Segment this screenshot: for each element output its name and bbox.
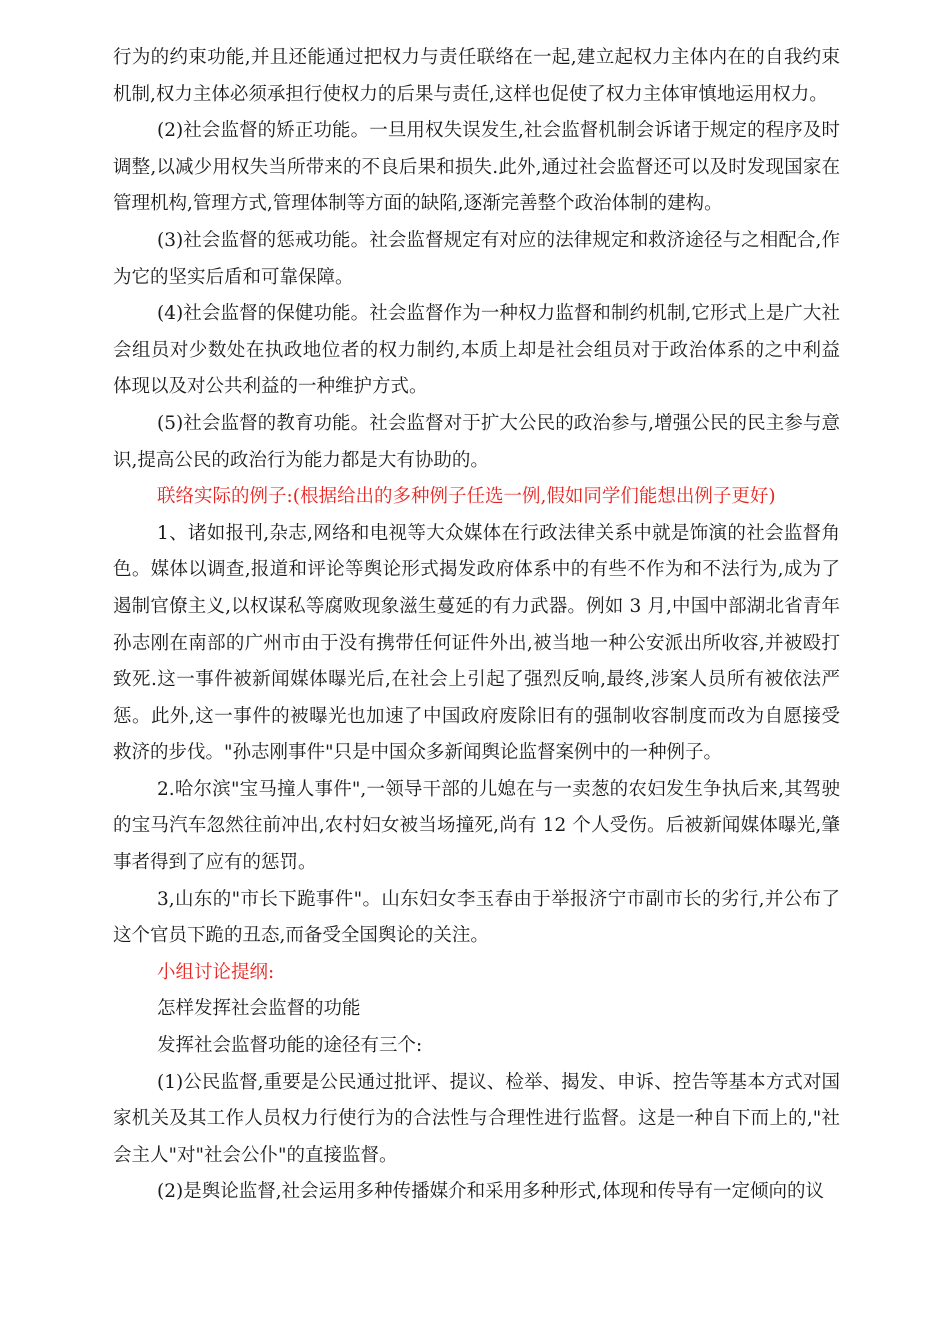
document-body: [113, 40, 840, 1211]
paragraph-example-3: 3,山东的"市长下跪事件"。山东妇女李玉春由于举报济宁市副市长的劣行,并公布了这个官员下跪的丑态,而备受全国舆论的关注。: [113, 888, 840, 947]
paragraph-discussion-question: 怎样发挥社会监督的功能: [157, 998, 361, 1020]
heading-practical-examples: 联络实际的例子:(根据给出的多种例子任选一例,假如同学们能想出例子更好): [157, 486, 776, 508]
heading-group-discussion: 小组讨论提纲:: [157, 961, 275, 983]
paragraph-example-1: 1、诸如报刊,杂志,网络和电视等大众媒体在行政法律关系中就是饰演的社会监督角色。媒体以调查,报道和评论等舆论形式揭发政府体系中的有些不作为和不法行为,成为了遏制官僚主义,以权谋私等腐败现象滋生蔓延的有力武器。例如 3 月,中国中部湖北省青年孙志刚在南部的广州市由于没有携带任何证件外出,被当地一种公安派出所收容,并被殴打致死.这一事件被新闻媒体曝光后,在社会上引起了强烈反响,最终,涉案人员所有被依法严惩。此外,这一事件的被曝光也加速了中国政府废除旧有的强制收容制度而改为自愿接受救济的步伐。"孙志刚事件"只是中国众多新闻舆论监督案例中的一种例子。: [113, 522, 840, 764]
paragraph-public-opinion-supervision: (2)是舆论监督,社会运用多种传播媒介和采用多种形式,体现和传导有一定倾向的议: [157, 1181, 824, 1203]
paragraph-citizen-supervision: (1)公民监督,重要是公民通过批评、提议、检举、揭发、申诉、控告等基本方式对国家机关及其工作人员权力行使行为的合法性与合理性进行监督。这是一种自下而上的,"社会主人"对"社会公仆"的直接监督。: [113, 1071, 840, 1166]
paragraph-education-function: (5)社会监督的教育功能。社会监督对于扩大公民的政治参与,增强公民的民主参与意识,提高公民的政治行为能力都是大有协助的。: [113, 412, 840, 471]
paragraph-continuation: 行为的约束功能,并且还能通过把权力与责任联络在一起,建立起权力主体内在的自我约束机制,权力主体必须承担行使权力的后果与责任,这样也促使了权力主体审慎地运用权力。: [113, 47, 840, 105]
paragraph-example-2: 2.哈尔滨"宝马撞人事件",一领导干部的儿媳在与一卖葱的农妇发生争执后来,其驾驶的宝马汽车忽然往前冲出,农村妇女被当场撞死,尚有 12 个人受伤。后被新闻媒体曝光,肇事者得到了应有的惩罚。: [113, 778, 840, 874]
paragraph-punishment-function: (3)社会监督的惩戒功能。社会监督规定有对应的法律规定和救济途径与之相配合,作为它的坚实后盾和可靠保障。: [113, 229, 840, 288]
paragraph-three-ways: 发挥社会监督功能的途径有三个:: [157, 1035, 423, 1057]
paragraph-health-function: (4)社会监督的保健功能。社会监督作为一种权力监督和制约机制,它形式上是广大社会组员对少数处在执政地位者的权力制约,本质上却是社会组员对于政治体系的之中利益体现以及对公共利益的一种维护方式。: [113, 303, 840, 398]
paragraph-correction-function: (2)社会监督的矫正功能。一旦用权失误发生,社会监督机制会诉诸于规定的程序及时调整,以减少用权失当所带来的不良后果和损失.此外,通过社会监督还可以及时发现国家在管理机构,管理方式,管理体制等方面的缺陷,逐渐完善整个政治体制的建构。: [113, 120, 840, 215]
